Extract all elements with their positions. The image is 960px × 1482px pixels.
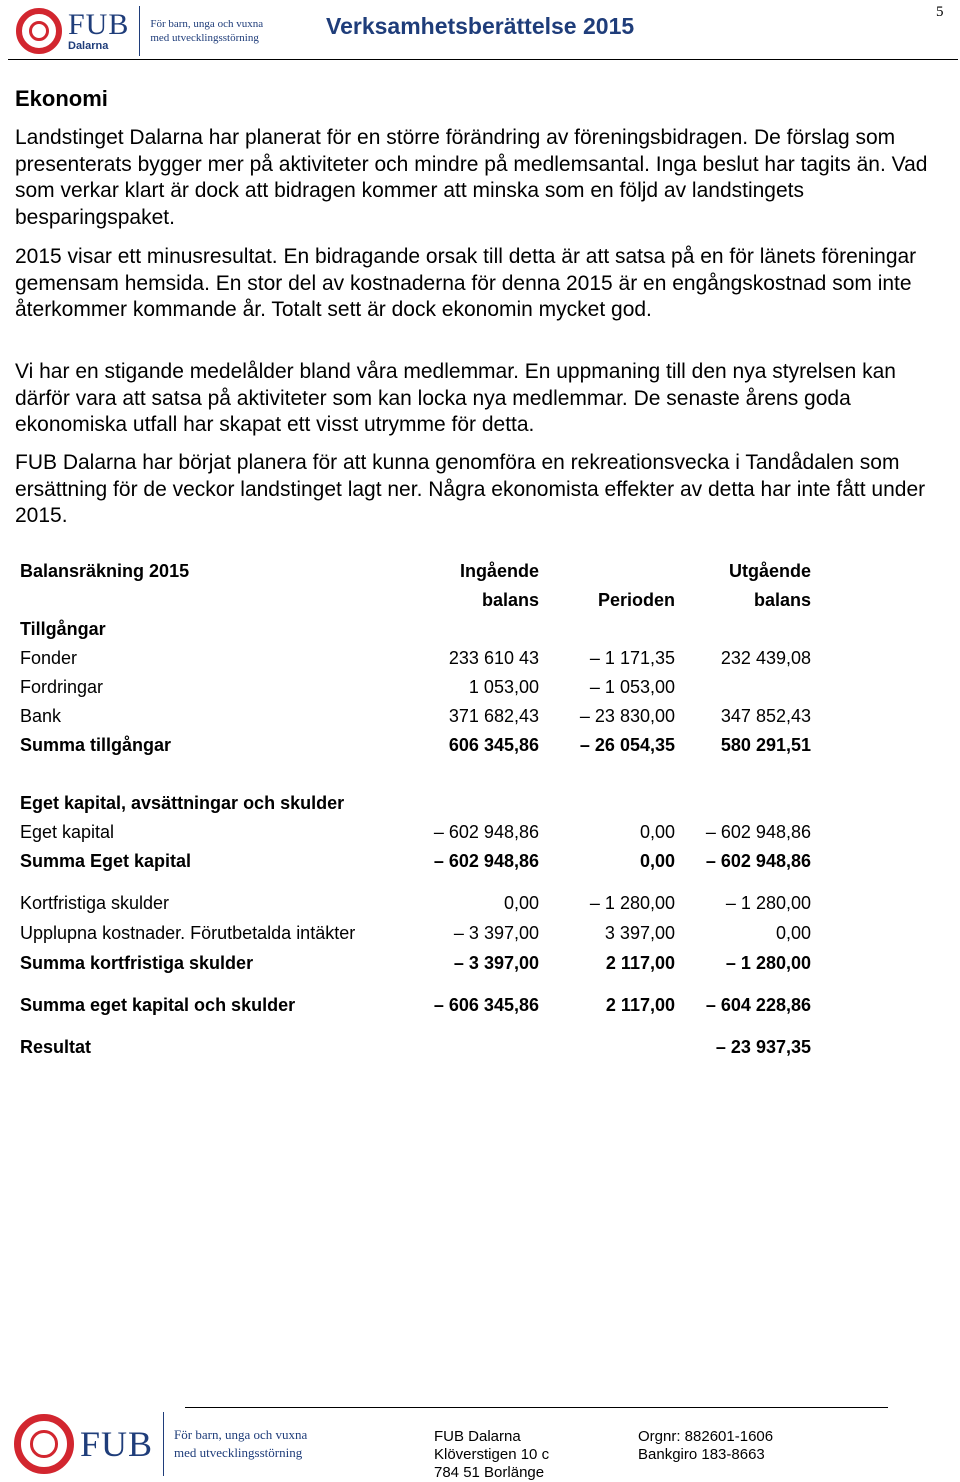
row-label: Fonder [20, 648, 78, 668]
table-row [20, 677, 820, 703]
table-row [20, 1037, 820, 1063]
row-perioden: 0,00 [639, 822, 675, 842]
row-label: Upplupna kostnader. Förutbetalda intäkter [20, 923, 356, 943]
row-label: Summa kortfristiga skulder [20, 953, 254, 973]
table-title: Balansräkning 2015 [20, 561, 190, 581]
row-utgaende: 232 439,08 [720, 648, 811, 668]
row-perioden: – 1 053,00 [589, 677, 675, 697]
footer-divider [185, 1407, 888, 1408]
footer-street: Klöverstigen 10 c [434, 1446, 550, 1463]
table-row [20, 619, 820, 645]
col-header-utgaende-balans: balans [753, 590, 811, 610]
col-header-perioden: Perioden [597, 590, 675, 610]
row-label: Tillgångar [20, 619, 106, 639]
paragraph-3: Vi har en stigande medelålder bland våra medlemmar. En uppmaning till den nya styrelsen kan därför vara att satsa på aktiviteter som kan locka nya medlemmar. De senaste årens goda ekonomiska utfall har skapat ett visst utrymme för detta. [15, 360, 896, 436]
row-ingaende: 0,00 [503, 893, 539, 913]
table-row [20, 953, 820, 979]
row-ingaende: 606 345,86 [448, 735, 539, 755]
logo-divider [163, 1412, 164, 1476]
logo-name: FUB [80, 1424, 154, 1464]
logo-divider [139, 6, 140, 56]
row-utgaende: 580 291,51 [720, 735, 811, 755]
row-perioden: – 1 280,00 [589, 893, 675, 913]
row-ingaende: – 3 397,00 [453, 923, 539, 943]
page-number: 5 [936, 4, 944, 20]
section-heading: Ekonomi [15, 86, 108, 111]
fub-ring-icon [16, 8, 62, 54]
row-label: Resultat [20, 1037, 92, 1057]
row-ingaende: – 3 397,00 [453, 953, 539, 973]
header-divider [8, 59, 958, 60]
row-perioden: – 23 830,00 [579, 706, 675, 726]
table-row [20, 893, 820, 919]
col-header-utgaende: Utgående [728, 561, 811, 581]
paragraph-4: FUB Dalarna har börjat planera för att kunna genomföra en rekreationsvecka i Tandådalen som ersättning för de veckor landstinget lagt ner. Några ekonomista effekter av detta har inte fått under 2015. [15, 451, 926, 527]
row-ingaende: – 602 948,86 [433, 822, 539, 842]
footer-city: 784 51 Borlänge [434, 1464, 545, 1481]
row-label: Summa Eget kapital [20, 851, 192, 871]
header-logo [16, 6, 263, 56]
row-perioden: – 1 171,35 [589, 648, 675, 668]
logo-tagline-1: För barn, unga och vuxna [150, 18, 264, 30]
logo-name: FUB [68, 8, 130, 41]
row-utgaende: 0,00 [775, 923, 811, 943]
table-row [20, 923, 820, 949]
row-label: Bank [20, 706, 62, 726]
row-perioden: 3 397,00 [604, 923, 675, 943]
table-row [20, 793, 820, 819]
footer-bankgiro: Bankgiro 183-8663 [638, 1446, 765, 1463]
document-title: Verksamhetsberättelse 2015 [326, 13, 635, 39]
footer-identifiers [638, 1428, 773, 1464]
row-utgaende: – 602 948,86 [705, 822, 811, 842]
row-utgaende: – 23 937,35 [715, 1037, 811, 1057]
paragraph-1: Landstinget Dalarna har planerat för en större förändring av föreningsbidragen. De förslag som presenterats bygger mer på aktiviteter och mindre på medlemsantal. Inga beslut har tagits än. Vad som verkar klart är dock att bidragen kommer att minska som en följd av landstingets besparingspaket. [15, 126, 928, 229]
row-label: Eget kapital [20, 822, 115, 842]
footer-org-name: FUB Dalarna [434, 1428, 521, 1445]
row-label: Summa tillgångar [20, 735, 172, 755]
row-utgaende: – 1 280,00 [725, 893, 811, 913]
row-label: Eget kapital, avsättningar och skulder [20, 793, 345, 813]
row-utgaende: 347 852,43 [720, 706, 811, 726]
row-ingaende: 233 610 43 [448, 648, 539, 668]
row-label: Kortfristiga skulder [20, 893, 170, 913]
row-ingaende: – 606 345,86 [433, 995, 539, 1015]
logo-region: Dalarna [68, 40, 109, 52]
row-label: Summa eget kapital och skulder [20, 995, 296, 1015]
logo-tagline-1: För barn, unga och vuxna [174, 1427, 308, 1442]
footer-orgnr: Orgnr: 882601-1606 [638, 1428, 774, 1445]
row-perioden: 2 117,00 [605, 953, 675, 973]
table-row [20, 706, 820, 732]
footer-logo [14, 1412, 307, 1476]
logo-tagline-2: med utvecklingsstörning [150, 32, 259, 44]
row-perioden: – 26 054,35 [579, 735, 675, 755]
paragraph-2: 2015 visar ett minusresultat. En bidragande orsak till detta är att satsa på en för länets föreningar gemensam hemsida. En stor del av kostnaderna för denna 2015 är en engångskostnad som inte återkommer kommande år. Totalt sett är dock ekonomin mycket god. [15, 245, 917, 321]
row-utgaende: – 604 228,86 [705, 995, 811, 1015]
row-perioden: 2 117,00 [605, 995, 675, 1015]
row-ingaende: – 602 948,86 [433, 851, 539, 871]
table-row [20, 995, 820, 1021]
row-ingaende: 1 053,00 [468, 677, 539, 697]
table-header-row-2 [20, 590, 820, 616]
col-header-ingaende-balans: balans [481, 590, 539, 610]
row-utgaende: – 602 948,86 [705, 851, 811, 871]
footer-address [434, 1428, 549, 1482]
logo-tagline-2: med utvecklingsstörning [174, 1445, 303, 1460]
row-ingaende: 371 682,43 [448, 706, 539, 726]
table-row [20, 735, 820, 761]
table-header-row-1 [20, 561, 820, 587]
table-row [20, 822, 820, 848]
fub-ring-icon [14, 1414, 74, 1474]
row-label: Fordringar [20, 677, 104, 697]
table-row [20, 851, 820, 877]
row-utgaende: – 1 280,00 [725, 953, 811, 973]
table-row [20, 648, 820, 674]
col-header-ingaende: Ingående [459, 561, 539, 581]
row-perioden: 0,00 [639, 851, 675, 871]
